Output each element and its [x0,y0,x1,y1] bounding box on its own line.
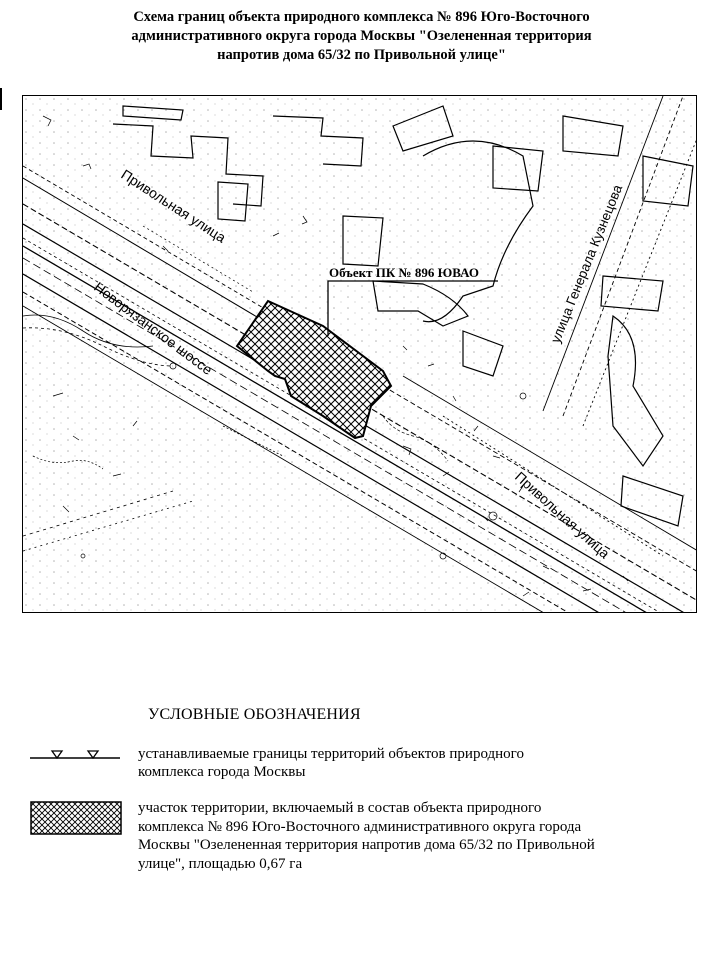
label-privolnaya-bottom: Привольная улица [511,468,613,562]
legend-boundary-line-2: комплекса города Москвы [138,764,306,780]
legend-area-line-2: комплекса № 896 Юго-Восточного административного округа города [138,818,582,835]
label-object: Объект ПК № 896 ЮВАО [329,265,479,280]
map-frame[interactable] [22,95,697,613]
legend-area-text [138,799,713,873]
legend-area-line-3: Москвы "Озелененная территория напротив дома 65/32 по Привольной [138,837,595,853]
title-line-2: административного округа города Москвы "Озелененная территория [131,28,592,44]
label-privolnaya-top: Привольная улица [118,166,229,246]
hatched-area-icon [30,801,122,835]
map-svg [23,96,697,613]
label-novoryazanskoe: Новорязанское шоссе [91,278,216,378]
legend-boundary-line-1: устанавливаемые границы территорий объектов природного [138,746,524,762]
edge-mark [0,88,2,110]
title-line-1: Схема границ объекта природного комплекса № 896 Юго-Восточного [133,9,590,25]
legend-area-line-1: участок территории, включаемый в состав объекта природного [138,800,542,816]
legend-boundary-text [138,745,698,781]
title-line-3: напротив дома 65/32 по Привольной улице" [217,47,506,63]
legend-area-line-4: улице", площадью 0,67 га [138,855,303,872]
boundary-line-icon [30,744,120,772]
legend-title: УСЛОВНЫЕ ОБОЗНАЧЕНИЯ [148,706,361,723]
page-title [0,8,723,65]
label-kuznetsova: улица Генерала Кузнецова [547,182,626,346]
